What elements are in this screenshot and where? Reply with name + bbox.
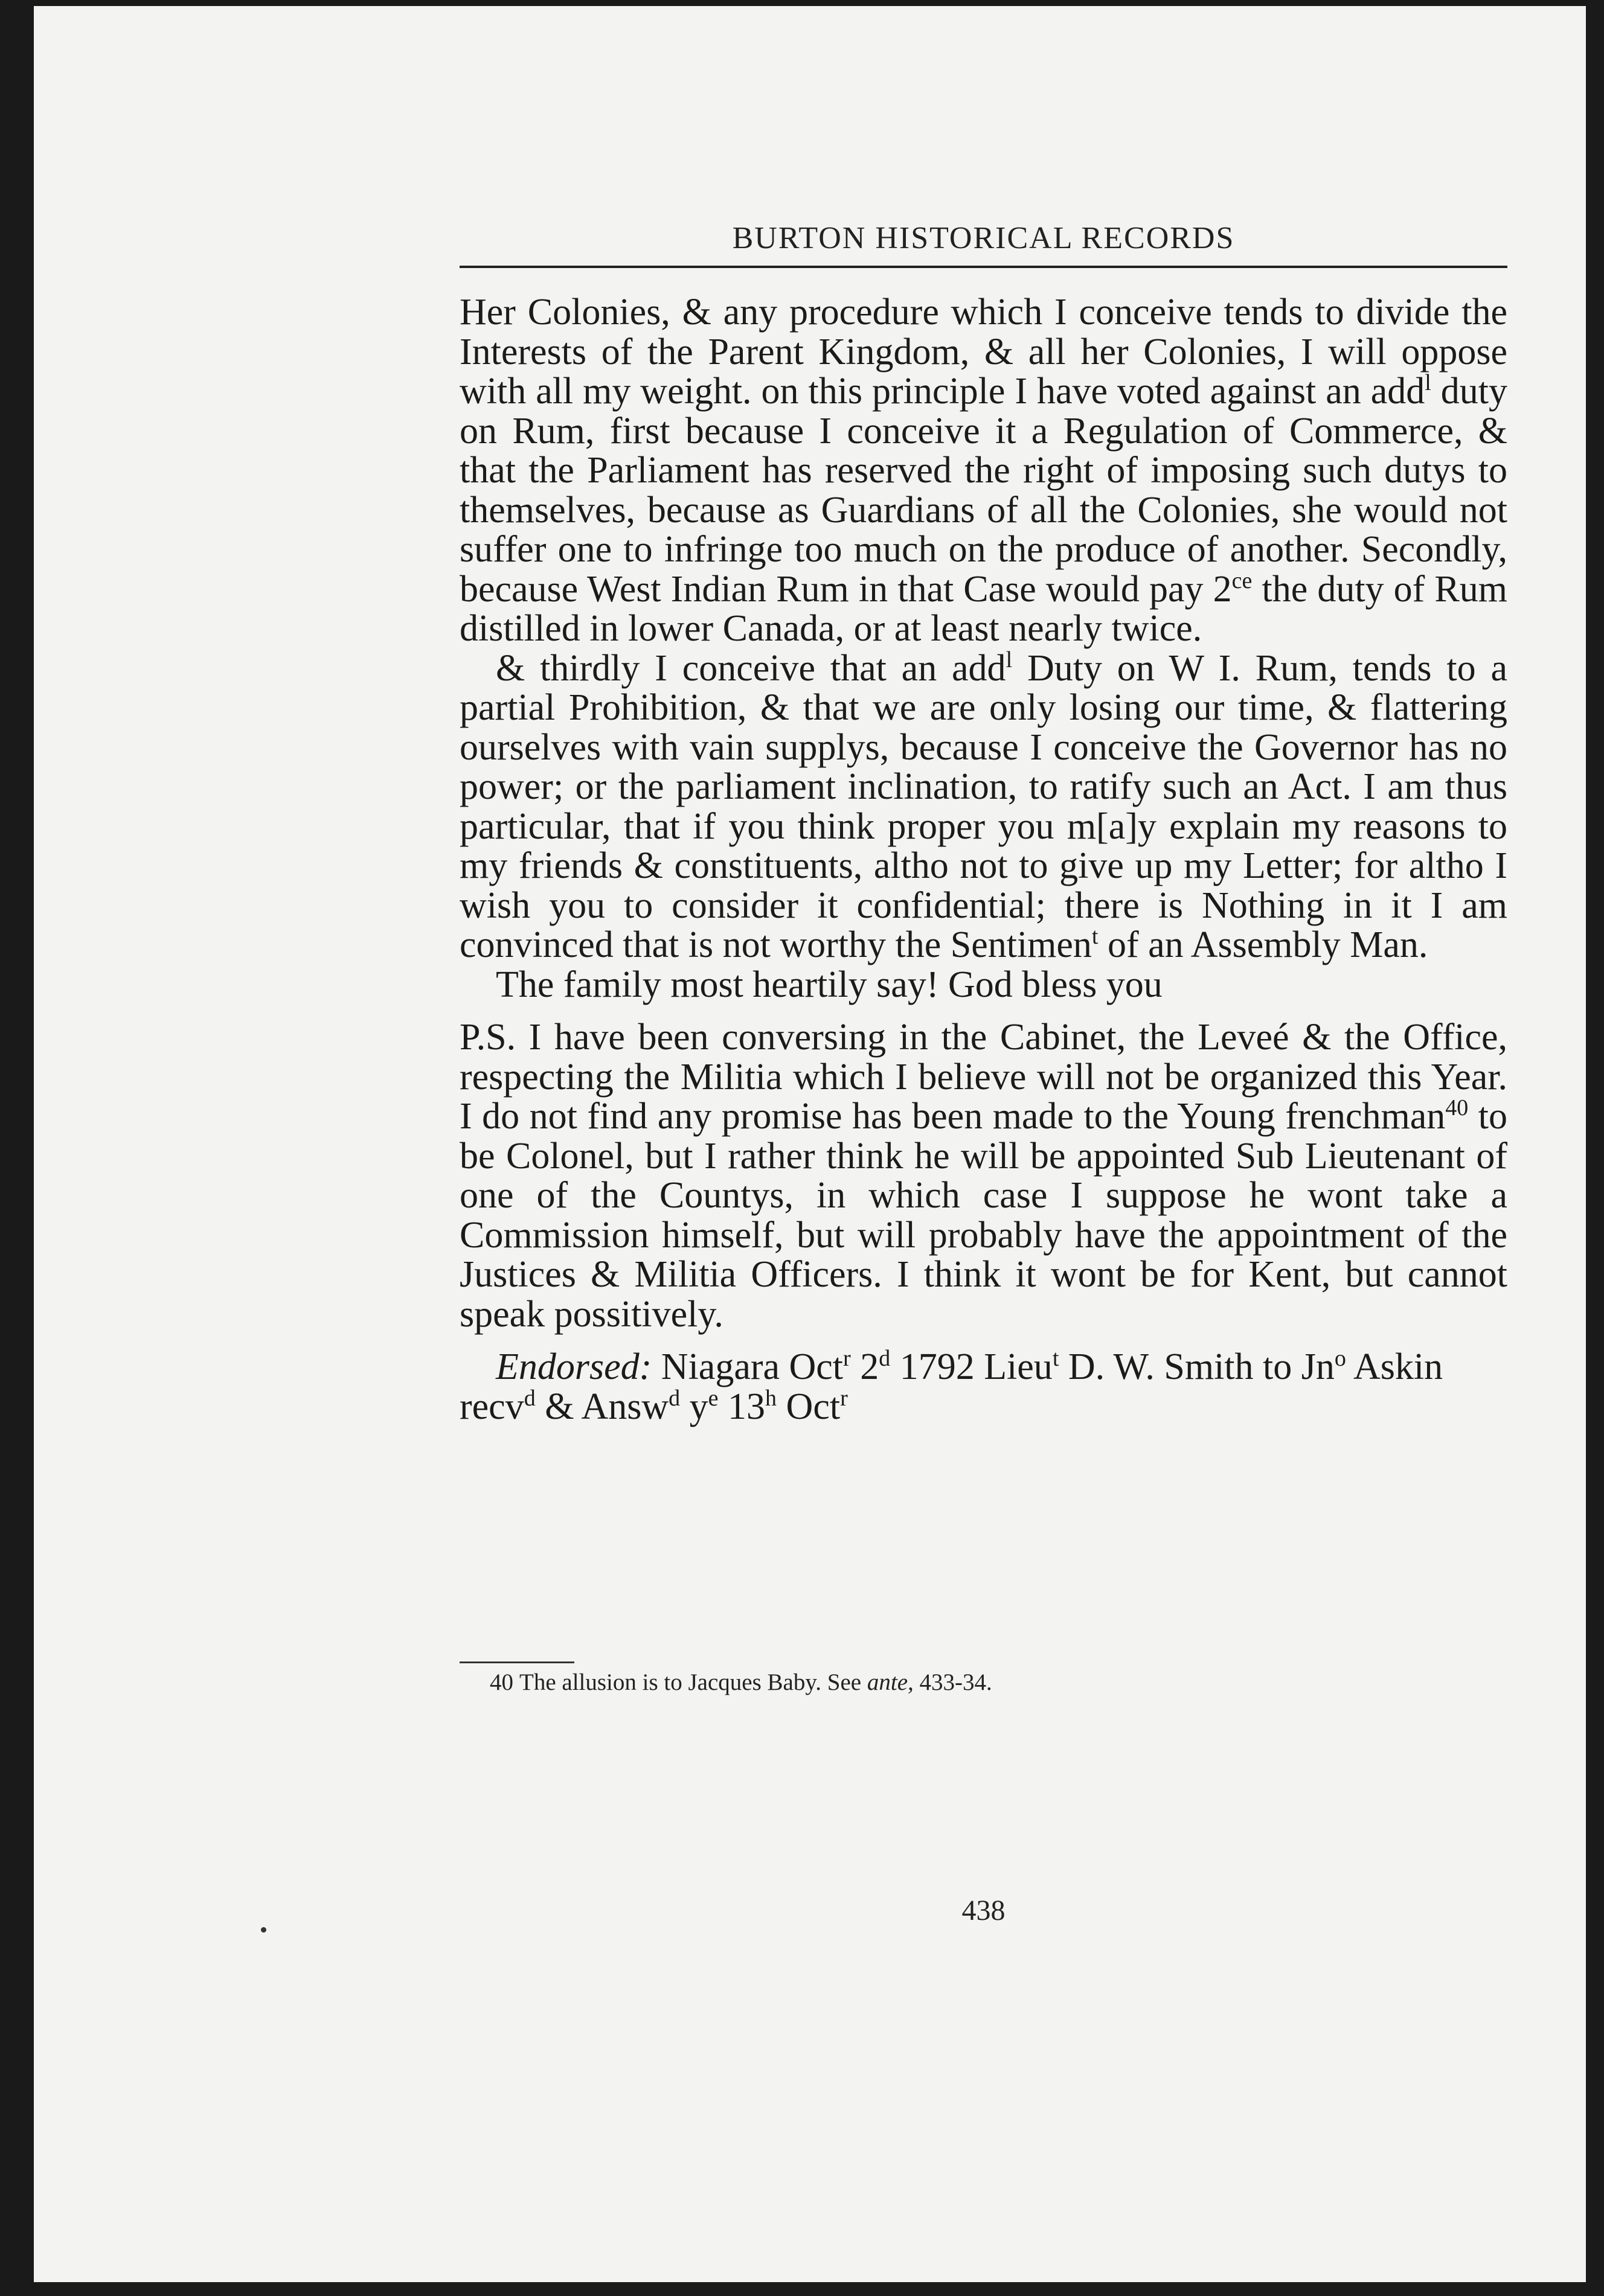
superscript: e: [708, 1385, 719, 1411]
text-span: 1792 Lieu: [890, 1346, 1053, 1387]
footnote-pages: 433-34.: [913, 1669, 992, 1695]
text-span: 13: [718, 1386, 766, 1427]
text-span: & thirdly I conceive that an add: [496, 647, 1006, 689]
postscript: [460, 1018, 1507, 1334]
text-span: 2: [850, 1346, 879, 1387]
superscript: d: [669, 1385, 681, 1411]
superscript: t: [1052, 1346, 1059, 1371]
superscript: d: [879, 1346, 891, 1371]
superscript: d: [524, 1385, 536, 1411]
text-span: duty on Rum, first because I conceive it a Regulation of Commerce, & that the Parliament has reserved the right of imposing such dutys to themselves, because as Guardians of all the Colonies, she would not suffer one to infringe too much on the produce of another. Secondly, because West Indian Rum in that Case would pay 2: [460, 371, 1508, 610]
superscript: r: [840, 1385, 848, 1411]
superscript: o: [1334, 1346, 1346, 1371]
page-number: 438: [961, 1895, 1006, 1927]
footnote-ante: ante,: [867, 1669, 914, 1695]
superscript: l: [1006, 647, 1013, 673]
text-span: to be Colonel, but I rather think he will be appointed Sub Lieutenant of one of the Countys, in which case I suppose he wont take a Commission himself, but will probably have the appointment of the Justices & Militia Officers. I think it wont be for Kent, but cannot speak possitively.: [460, 1096, 1507, 1335]
text-span: Her Colonies, & any procedure which I conceive tends to divide the Interests of the Parent Kingdom, & all her Colonies, I will oppose with all my weight. on this principle I have voted against an add: [460, 292, 1507, 412]
text-span: y: [680, 1386, 708, 1427]
footnote-number: 40: [490, 1669, 513, 1695]
text-span: & Answ: [535, 1386, 669, 1427]
header-rule: [460, 266, 1507, 268]
endorsement: [460, 1348, 1507, 1427]
ink-speck: [261, 1927, 266, 1933]
superscript: ce: [1231, 568, 1253, 593]
superscript: l: [1425, 370, 1431, 395]
footnote-rule: [460, 1661, 574, 1663]
text-span: Duty on W I. Rum, tends to a partial Prohibition, & that we are only losing our time, & flattering ourselves with vain supplys, because I conceive the Governor has no power; or the parliament inclination, to ratify such an Act. I am thus particular, that if you think proper you m[a]y explain my reasons to my friends & constituents, altho not to give up my Letter; for altho I wish you to consider it confidential; there is Nothing in it I am convinced that is not worthy the Sentimen: [460, 647, 1507, 965]
superscript: h: [765, 1385, 777, 1411]
text-span: of an Assembly Man.: [1098, 924, 1428, 965]
footnote-text: The allusion is to Jacques Baby. See: [519, 1669, 867, 1695]
superscript: r: [843, 1346, 851, 1371]
paragraph-2: [460, 649, 1507, 965]
footnote-ref: 40: [1445, 1095, 1469, 1121]
text-span: Askin recv: [460, 1346, 1443, 1427]
text-span: the duty of Rum distilled in lower Canada, or at least nearly twice.: [460, 568, 1507, 649]
text-span: P.S. I have been conversing in the Cabinet, the Leveé & the Office, respecting the Militia which I believe will not be organized this Year. I do not find any promise has been made to the Young frenchman: [460, 1017, 1507, 1137]
text-span: D. W. Smith to Jn: [1059, 1346, 1335, 1387]
endorsed-label: Endorsed:: [496, 1346, 652, 1387]
text-span: Oct: [777, 1386, 841, 1427]
superscript: t: [1091, 924, 1099, 949]
paragraph-1: [460, 293, 1507, 649]
running-head: BURTON HISTORICAL RECORDS: [732, 221, 1235, 255]
footnote: [490, 1668, 1507, 1698]
book-page: [34, 6, 1586, 2282]
body-text: [460, 293, 1507, 1427]
text-span: Niagara Oct: [652, 1346, 844, 1387]
paragraph-3: The family most heartily say! God bless you: [496, 964, 1163, 1005]
